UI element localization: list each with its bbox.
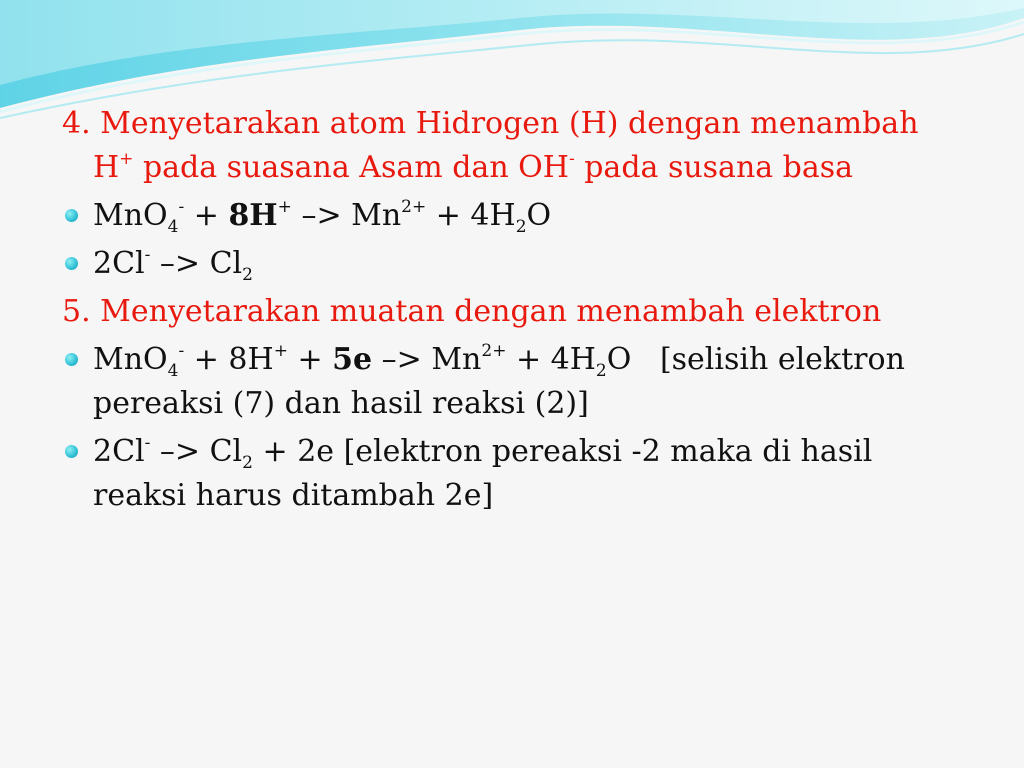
superscript: - [178, 341, 185, 361]
heading-text: pada suasana Asam dan OH [133, 150, 569, 185]
formula-text: MnO [93, 198, 168, 233]
subscript: 4 [167, 217, 179, 237]
formula-text: + 4H [426, 198, 516, 233]
heading-text: 4. Menyetarakan atom Hidrogen (H) dengan menambah H [62, 106, 919, 185]
subscript: 2 [515, 217, 527, 237]
formula-text: + [287, 342, 333, 377]
superscript: + [119, 149, 134, 169]
superscript: + [273, 341, 288, 361]
formula-text: –> Cl [150, 246, 243, 281]
superscript: - [568, 149, 575, 169]
subscript: 2 [242, 453, 253, 473]
heading-step-4 [62, 102, 962, 190]
formula-text: –> Mn [291, 198, 402, 233]
formula-text: –> Cl [150, 434, 243, 469]
subscript: 2 [595, 361, 607, 381]
superscript: 2+ [481, 341, 507, 361]
formula-text: + [184, 198, 229, 233]
subscript: 4 [167, 361, 179, 381]
bold-term: 5e [332, 342, 373, 377]
bullet-icon [65, 209, 78, 222]
bullet-icon [65, 353, 78, 366]
heading-step-5: 5. Menyetarakan muatan dengan menambah elektron [62, 294, 882, 329]
formula-text: 2Cl [93, 246, 145, 281]
formula-text: + 2e [elektron pereaksi -2 maka di hasil reaksi harus ditambah 2e] [93, 434, 873, 513]
superscript: 2+ [401, 197, 427, 217]
bold-term: 8H [228, 198, 278, 233]
bullet-reaction-cl-electrons [62, 430, 962, 518]
formula-text: O [526, 198, 552, 233]
formula-text: MnO [93, 342, 168, 377]
bullet-reaction-cl [62, 242, 962, 286]
superscript: - [144, 245, 151, 265]
slide-content [62, 102, 962, 518]
formula-text: + 4H [506, 342, 596, 377]
formula-text: –> Mn [372, 342, 482, 377]
bullet-icon [65, 257, 78, 270]
formula-text: 2Cl [93, 434, 145, 469]
superscript: - [178, 197, 185, 217]
bullet-reaction-mno4-electrons [62, 338, 962, 426]
heading-text: pada susana basa [574, 150, 854, 185]
superscript: + [277, 197, 292, 217]
subscript: 2 [242, 265, 253, 285]
formula-text: + 8H [184, 342, 274, 377]
bullet-reaction-mno4 [62, 194, 962, 238]
bullet-icon [65, 445, 78, 458]
superscript: - [144, 433, 151, 453]
formula-text: O [selisih elektron pereaksi (7) dan hasil reaksi (2)] [93, 342, 915, 421]
